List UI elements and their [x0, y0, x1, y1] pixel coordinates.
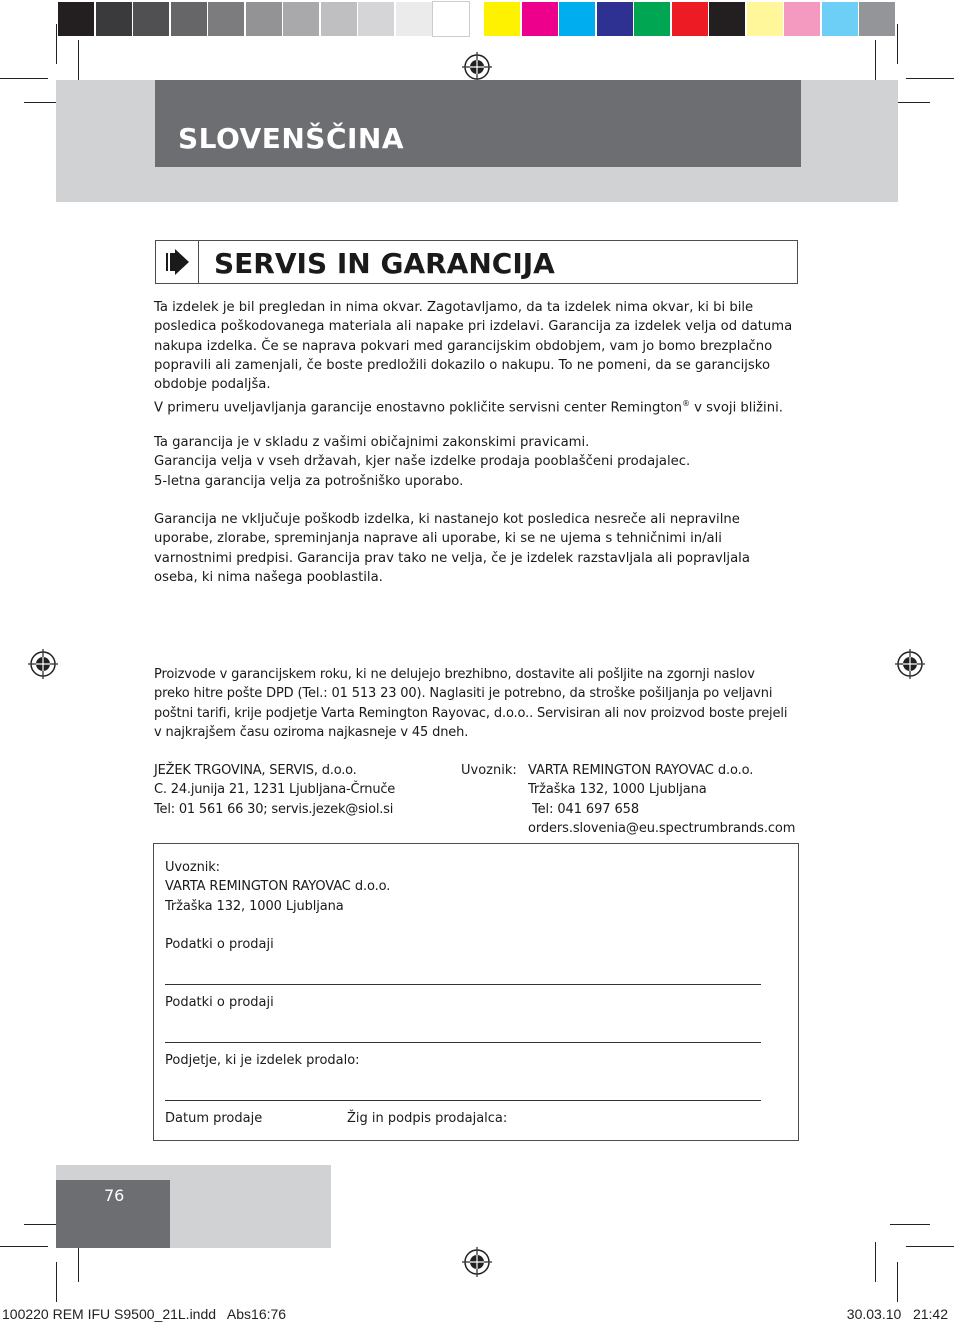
registered-mark: ®: [681, 399, 690, 409]
text-line: varnostnimi predpisi. Garancija prav tako ne velja, če je izdelek razstavljala ali popravljala: [154, 550, 750, 566]
crop-mark: [78, 40, 79, 84]
gray-swatch: [246, 2, 282, 36]
arrow-right-icon: [156, 241, 198, 283]
text-line: [154, 394, 792, 418]
importer-label: Uvoznik:: [461, 763, 517, 778]
color-calibration-bar: [56, 0, 898, 40]
registration-mark-icon: [462, 52, 492, 82]
color-swatch: [709, 2, 745, 36]
email-link: orders.slovenia@eu.spectrumbrands.com: [528, 820, 796, 836]
form-field-label: Podatki o prodaji: [165, 995, 274, 1010]
warranty-form: [153, 843, 799, 1141]
text-line: v najkrajšem času oziroma najkasneje v 45 dneh.: [154, 724, 469, 740]
form-field-line[interactable]: [165, 984, 761, 985]
text-span: v svoji bližini.: [689, 400, 783, 416]
stamp-label: Žig in podpis prodajalca:: [347, 1111, 508, 1126]
text-line: Tržaška 132, 1000 Ljubljana: [528, 782, 707, 798]
crop-mark: [56, 1262, 57, 1302]
gray-swatch: [58, 2, 94, 36]
registration-mark-icon: [28, 649, 58, 679]
date-slug: 30.03.10 21:42: [846, 1306, 948, 1322]
form-importer: [165, 858, 390, 916]
text-line: oseba, ki nima našega pooblastila.: [154, 569, 383, 585]
text-line: Tel: 041 697 658: [528, 801, 639, 817]
text-line: C. 24.junija 21, 1231 Ljubljana-Črnuče: [154, 782, 396, 798]
form-field-line[interactable]: [165, 1100, 761, 1101]
color-swatch: [484, 2, 520, 36]
color-swatch: [522, 2, 558, 36]
language-title: SLOVENŠČINA: [178, 122, 405, 155]
text-line: Ta garancija je v skladu z vašimi običajnimi zakonskimi pravicami.: [154, 435, 590, 450]
text-line: Garancija ne vključuje poškodb izdelka, ki nastanejo kot posledica nesreče ali nepravilne: [154, 512, 740, 527]
importer-address: [528, 761, 795, 838]
page-number: 76: [104, 1186, 125, 1205]
text-line: Ta izdelek je bil pregledan in nima okvar. Zagotavljamo, da ta izdelek nima okvar, ki bi bile: [154, 300, 754, 315]
text-line: JEŽEK TRGOVINA, SERVIS, d.o.o.: [154, 763, 357, 778]
crop-mark: [897, 24, 898, 64]
color-swatch: [784, 2, 820, 36]
text-line: Proizvode v garancijskem roku, ki ne delujejo brezhibno, dostavite ali pošljite na zgornji naslov: [154, 667, 755, 682]
text-line: nakupa izdelka. Če se naprava pokvari med garancijskim obdobjem, vam jo bomo brezplačno: [154, 338, 773, 354]
color-swatch: [747, 2, 783, 36]
color-swatch: [859, 2, 895, 36]
gray-swatch: [208, 2, 244, 36]
text-line: posledica poškodovanega materiala ali napake pri izdelavi. Garancija za izdelek velja od datuma: [154, 319, 793, 335]
crop-mark: [56, 24, 57, 64]
color-swatch: [672, 2, 708, 36]
crop-mark: [890, 1224, 930, 1225]
gray-swatch: [96, 2, 132, 36]
form-field-label: Podjetje, ki je izdelek prodalo:: [165, 1053, 360, 1068]
color-swatch: [634, 2, 670, 36]
text-line: obdobje podaljša.: [154, 377, 271, 393]
service-paragraph: [154, 665, 787, 742]
service-address: [154, 761, 395, 819]
text-line: uporabe, zlorabe, spreminjanja naprave ali uporabe, ki se ne ujema s tehničnimi in/ali: [154, 531, 722, 547]
warranty-paragraph-1: [154, 298, 792, 418]
gray-swatch: [321, 2, 357, 36]
text-line: Tržaška 132, 1000 Ljubljana: [165, 898, 344, 914]
crop-mark: [0, 78, 48, 79]
text-line: 5-letna garancija velja za potrošniško uporabo.: [154, 473, 464, 489]
date-label: Datum prodaje: [165, 1111, 263, 1126]
crop-mark: [906, 1246, 954, 1247]
gray-swatch: [171, 2, 207, 36]
text-line: poštni tarifi, krije podjetje Varta Remington Rayovac, d.o.o.. Servisiran ali nov proizvod boste prejeli: [154, 705, 788, 721]
gray-swatch: [358, 2, 394, 36]
gray-swatch: [433, 2, 469, 36]
gray-swatch: [133, 2, 169, 36]
text-line: Tel: 01 561 66 30; servis.jezek@siol.si: [154, 801, 394, 817]
section-header: [155, 240, 798, 284]
arrow-box: [156, 241, 199, 283]
color-swatch: [597, 2, 633, 36]
gray-swatch: [396, 2, 432, 36]
file-slug: 100220 REM IFU S9500_21L.indd Abs16:76: [2, 1306, 287, 1322]
crop-mark: [875, 40, 876, 84]
color-swatch: [559, 2, 595, 36]
warranty-paragraph-3: [154, 510, 750, 587]
color-swatch: [822, 2, 858, 36]
crop-mark: [875, 1242, 876, 1282]
text-line: popravili ali zamenjali, če boste predložili dokazilo o nakupu. To ne pomeni, da se garancijsko: [154, 357, 771, 373]
form-field-line[interactable]: [165, 1042, 761, 1043]
text-line: VARTA REMINGTON RAYOVAC d.o.o.: [165, 879, 391, 895]
crop-mark: [906, 78, 954, 79]
crop-mark: [0, 1246, 48, 1247]
text-span: V primeru uveljavljanja garancije enostavno pokličite servisni center Remington: [154, 400, 682, 416]
section-title: SERVIS IN GARANCIJA: [214, 247, 555, 280]
text-line: Garancija velja v vseh državah, kjer naše izdelke prodaja pooblaščeni prodajalec.: [154, 454, 691, 470]
text-line: Uvoznik:: [165, 860, 220, 875]
text-line: preko hitre pošte DPD (Tel.: 01 513 23 00). Naglasiti je potrebno, da stroške pošiljanja po veljavni: [154, 686, 773, 702]
registration-mark-icon: [462, 1247, 492, 1277]
form-field-label: Podatki o prodaji: [165, 937, 274, 952]
gray-swatch: [283, 2, 319, 36]
text-line: VARTA REMINGTON RAYOVAC d.o.o.: [528, 763, 754, 778]
crop-mark: [78, 1242, 79, 1282]
crop-mark: [897, 1262, 898, 1302]
warranty-paragraph-2: [154, 433, 690, 491]
registration-mark-icon: [895, 649, 925, 679]
